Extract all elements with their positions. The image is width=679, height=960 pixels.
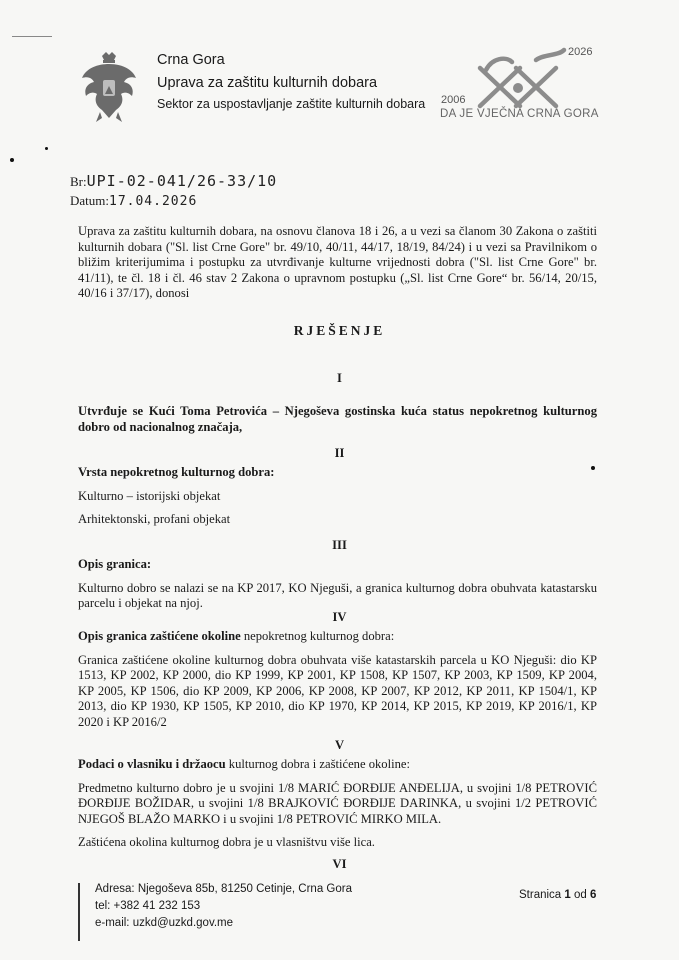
section-5-body: Predmetno kulturno dobro je u svojini 1/8 MARIĆ ĐORĐIJE ANĐELIJA, u svojini 1/8 PETROVIĆ ĐORĐIJE BOŽIDAR, u svojini 1/8 BRAJKOVIĆ ĐORĐIJE DARINKA, u svojini 1/2 PETROVIĆ NJEGOŠ BLAŽO MARKO i u svojini 1/8 PETROVIĆ MIRKO MILA.	[78, 780, 597, 826]
preamble-text: Uprava za zaštitu kulturnih dobara, na osnovu članova 18 i 26, a u vezi sa članom 30 Zakona o zaštiti kulturnih dobara ("Sl. list Crne Gore" br. 49/10, 40/11, 44/17, 18/19, 84/24) i u vezi sa Pravilnikom o bližim kriterijumima i postupku za utvrđivanje kulturne vrijednosti dobra ("Sl. list Crne Gore" br. 41/11), te čl. 18 i čl. 46 stav 2 Zakona o upravnom postupku („Sl. list Crne Gore“ br. 56/14, 20/15, 40/16 i 37/17), donosi	[78, 224, 597, 301]
section-6-numeral: VI	[332, 857, 347, 871]
section-2	[78, 465, 597, 528]
reference-number-label: Br:	[70, 174, 87, 189]
section-4-heading	[78, 629, 597, 645]
section-4-heading-rest: nepokretnog kulturnog dobra:	[240, 629, 395, 643]
coat-of-arms-icon	[78, 50, 140, 126]
header-agency: Uprava za zaštitu kulturnih dobara	[157, 75, 378, 91]
section-4-body: Granica zaštićene okoline kulturnog dobra obuhvata više katastarskih parcela u KO Njeguši: dio KP 1513, KP 2002, KP 2000, dio KP 1999, KP 2001, KP 1508, KP 1507, KP 2003, KP 1509, KP 2004, KP 2005, KP 1506, dio KP 2009, KP 2006, KP 2008, KP 2007, KP 2012, KP 2011, KP 1504/1, KP 2013, dio KP 1930, KP 1505, KP 2010, dio KP 1970, KP 2014, KP 2015, KP 2019, KP 2016/1, KP 2020 i KP 2016/2	[78, 652, 597, 729]
section-5-numeral: V	[334, 738, 345, 752]
reference-date	[70, 193, 197, 209]
footer-address: Adresa: Njegoševa 85b, 81250 Cetinje, Crna Gora	[95, 883, 352, 895]
section-3	[78, 557, 597, 612]
section-1-text	[78, 404, 597, 435]
section-2-heading: Vrsta nepokretnog kulturnog dobra:	[78, 465, 275, 479]
section-3-body: Kulturno dobro se nalazi se na KP 2017, KO Njeguši, a granica kulturnog dobra obuhvata katastarsku parcelu i objekat na njoj.	[78, 580, 597, 611]
reference-date-label: Datum:	[70, 193, 109, 208]
reference-date-handwritten: 17.04.2026	[109, 194, 198, 209]
section-4-numeral: IV	[332, 610, 347, 624]
section-1-body: Utvrđuje se Kući Toma Petrovića – Njegoševa gostinska kuća status nepokretnog kulturnog dobro od nacionalnog značaja,	[78, 404, 597, 434]
page-number-mid: od	[570, 889, 590, 901]
page-number-current: 1	[564, 889, 571, 901]
preamble	[78, 224, 597, 302]
footer-phone: tel: +382 41 232 153	[95, 900, 201, 912]
jubilee-year-end: 2026	[568, 46, 593, 58]
section-4	[78, 629, 597, 731]
section-5-heading	[78, 757, 597, 773]
section-1-numeral: I	[337, 371, 342, 385]
scan-dot	[45, 147, 48, 150]
section-3-numeral: III	[332, 538, 347, 552]
page-number	[519, 889, 596, 901]
footer-email-link[interactable]: e-mail: uzkd@uzkd.gov.me	[95, 917, 234, 929]
footer-divider	[78, 883, 80, 941]
section-5-body-2: Zaštićena okolina kulturnog dobra je u vlasništvu više lica.	[78, 835, 375, 850]
reference-number	[70, 172, 277, 190]
section-4-heading-bold: Opis granica zaštićene okoline	[78, 629, 241, 643]
section-5	[78, 757, 597, 851]
page-number-total: 6	[589, 889, 597, 901]
jubilee-year-start: 2006	[441, 94, 466, 106]
section-5-heading-bold: Podaci o vlasniku i držaocu	[78, 757, 226, 771]
header-country: Crna Gora	[157, 52, 225, 68]
header-sector: Sektor za uspostavljanje zaštite kulturnih dobara	[157, 97, 426, 111]
scan-dot	[10, 158, 14, 162]
scan-mark-line	[12, 36, 52, 37]
section-2-line-1: Kulturno – istorijski objekat	[78, 488, 221, 503]
jubilee-motto: DA JE VJEČNA CRNA GORA	[440, 108, 599, 120]
document-title: RJEŠENJE	[293, 323, 386, 338]
section-2-line-2: Arhitektonski, profani objekat	[78, 512, 231, 527]
section-5-heading-rest: kulturnog dobra i zaštićene okoline:	[225, 757, 410, 771]
page-number-prefix: Stranica	[519, 889, 565, 901]
scan-dot	[591, 466, 595, 470]
reference-number-handwritten: UPI-02-041/26-33/10	[86, 172, 278, 190]
section-2-numeral: II	[334, 446, 345, 460]
section-3-heading: Opis granica:	[78, 557, 152, 571]
footer-email[interactable]	[95, 917, 233, 929]
